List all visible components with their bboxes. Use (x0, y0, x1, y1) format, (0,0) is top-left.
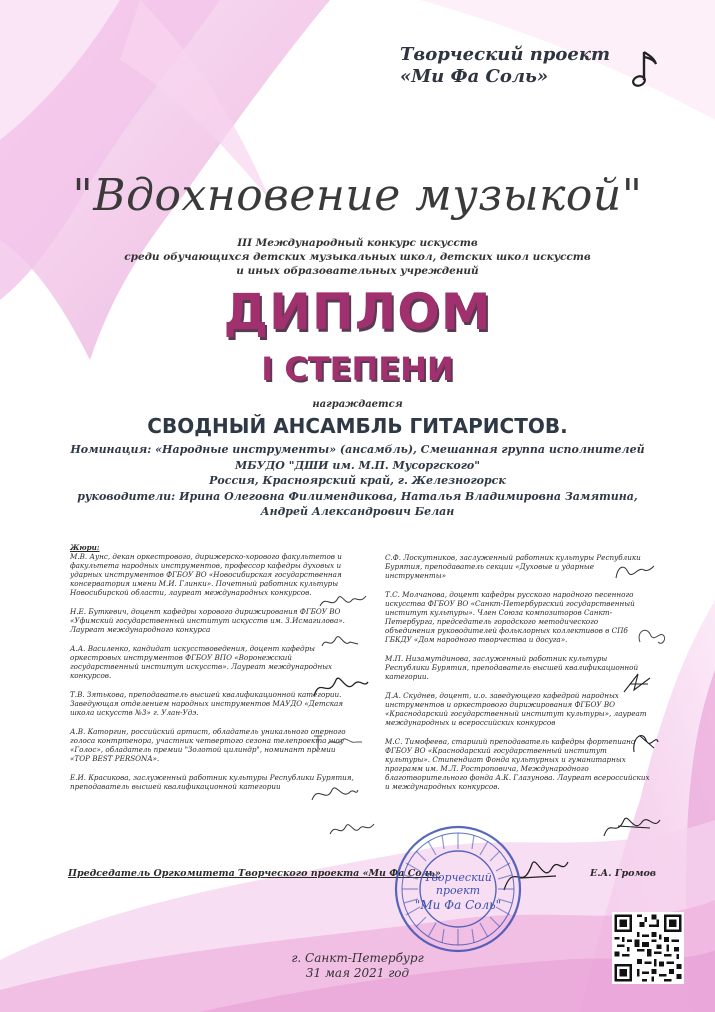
jury-member: А.А. Василенко, кандидат искусствоведения, доцент кафедры оркестровых инструментов ФГБОУ ВПО «Воронежский государственный институт искусств». Лауреат международных конкурсов. (70, 644, 333, 680)
jury-member: М.С. Тимофеева, старший преподаватель кафедры фортепиано ФГБОУ ВО «Краснодарский государственный институт культуры». Стипендиат Фонда культурных и гуманитарных программ им. М.Л. Ростроповича, Международного благотворительного фонда А.К. Глазунова. Лауреат всероссийских и международных конкурсов. (385, 737, 650, 791)
jury-heading: Жюри: (70, 543, 100, 552)
project-line-1: Творческий проект (400, 44, 611, 65)
award-details (60, 442, 655, 520)
signature-scribble (628, 726, 662, 756)
signature-scribble (320, 632, 360, 652)
city: г. Санкт-Петербург (291, 951, 424, 965)
diploma-heading: ДИПЛОМ (223, 283, 492, 341)
school: МБУДО "ДШИ им. М.П. Мусоргского" (235, 458, 480, 472)
stamp-text-1: Творческий (424, 871, 492, 884)
supervisors-1: руководители: Ирина Олеговна Филимендикова, Наталья Владимировна Замятина, (77, 489, 638, 503)
jury-member: Е.И. Красикова, заслуженный работник культуры Республики Бурятия, преподаватель высшей квалификационной категории (70, 773, 354, 791)
chairman-label: Председатель Оргкомитета Творческого проекта «Ми Фа Соль» (68, 868, 441, 879)
signature-scribble (312, 730, 364, 752)
date: 31 мая 2021 год (305, 966, 410, 980)
jury-right-column (385, 553, 650, 801)
chairman-name: Е.А. Громов (590, 868, 657, 879)
signature-scribble (600, 810, 662, 842)
jury-member: М.В. Аунс, декан оркестрового, дирижерско-хорового факультетов и факультета народных инструментов, профессор кафедры духовых и ударных инструментов ФГБОУ ВО «Новосибирская государственная консерватория имени М.И. Глинки». Почетный работник культуры Новосибирской области, лауреат международных конкурсов. (70, 552, 342, 597)
project-line-2: «Ми Фа Соль» (400, 66, 549, 87)
subtitle-line-1: III Международный конкурс искусств (237, 237, 478, 249)
music-note-icon (630, 48, 660, 90)
degree-heading: I СТЕПЕНИ (261, 350, 454, 388)
project-name (400, 44, 640, 88)
laureate-name: СВОДНЫЙ АНСАМБЛЬ ГИТАРИСТОВ. (147, 414, 568, 438)
signature-scribble (310, 780, 360, 806)
nomination: Номинация: «Народные инструменты» (ансамбль), Смешанная группа исполнителей (70, 443, 645, 456)
jury-member: А.В. Каторгин, российский артист, обладатель уникального оперного голоса контртенора, участник четвертого сезона телепроекта шоу «Голос», обладатель премии "Золотой цилиндр", номинант премии «TOP BEST PERSONA». (70, 727, 346, 763)
subtitle-line-2: среди обучающихся детских музыкальных школ, детских школ искусств (124, 251, 591, 263)
jury-member: Т.В. Зятькова, преподаватель высшей квалификационной категории. Заведующая отделением народных инструментов МАУДО «Детская школа искусств №3» г. Улан-Удэ. (70, 690, 344, 717)
location: Россия, Красноярский край, г. Железногорск (209, 474, 506, 487)
signature-scribble (634, 622, 670, 652)
supervisors-2: Андрей Александрович Белан (260, 505, 455, 518)
qr-code (612, 912, 684, 984)
awarded-label: награждается (312, 399, 403, 410)
stamp-seal (392, 823, 524, 955)
jury-member: Т.С. Молчанова, доцент кафедры русского народного песенного искусства ФГБОУ ВО «Санкт-Петербургский государственный институт культуры». Член Союза композиторов Санкт-Петербурга, председатель городского методического объединения руководителей фольклорных коллективов в СПб ГБКДУ «Дом народного творчества и досуга». (385, 590, 635, 644)
stamp-text-3: "Ми Фа Соль" (414, 898, 502, 912)
signature-scribble (318, 590, 368, 612)
contest-subtitle (100, 236, 615, 278)
jury-member: Д.А. Скуднев, доцент, и.о. заведующего кафедрой народных инструментов и оркестрового дирижирования ФГБОУ ВО «Краснодарский государственный институт культуры», лауреат международных и всероссийских конкурсов (385, 691, 647, 727)
signature-scribble (328, 816, 376, 842)
stamp-text-2: проект (435, 884, 481, 897)
subtitle-line-3: и иных образовательных учреждений (236, 265, 479, 277)
signature-scribble (310, 672, 370, 702)
jury-member: М.П. Низамутдинова, заслуженный работник культуры Республики Бурятия, преподаватель высшей квалификационной категории. (385, 654, 639, 681)
contest-title: "Вдохновение музыкой" (72, 170, 643, 221)
place-and-date (0, 951, 715, 981)
signature-scribble (620, 670, 656, 698)
signature-scribble (612, 560, 656, 584)
jury-member: Н.Е. Буткевич, доцент кафедры хорового дирижирования ФГБОУ ВО «Уфимский государственный институт искусств им. З.Исмагилова». Лауреат международного конкурса (70, 607, 345, 634)
jury-member: С.Ф. Лоскутников, заслуженный работник культуры Республики Бурятия, преподаватель секции «Духовые и ударные инструменты» (385, 553, 641, 580)
